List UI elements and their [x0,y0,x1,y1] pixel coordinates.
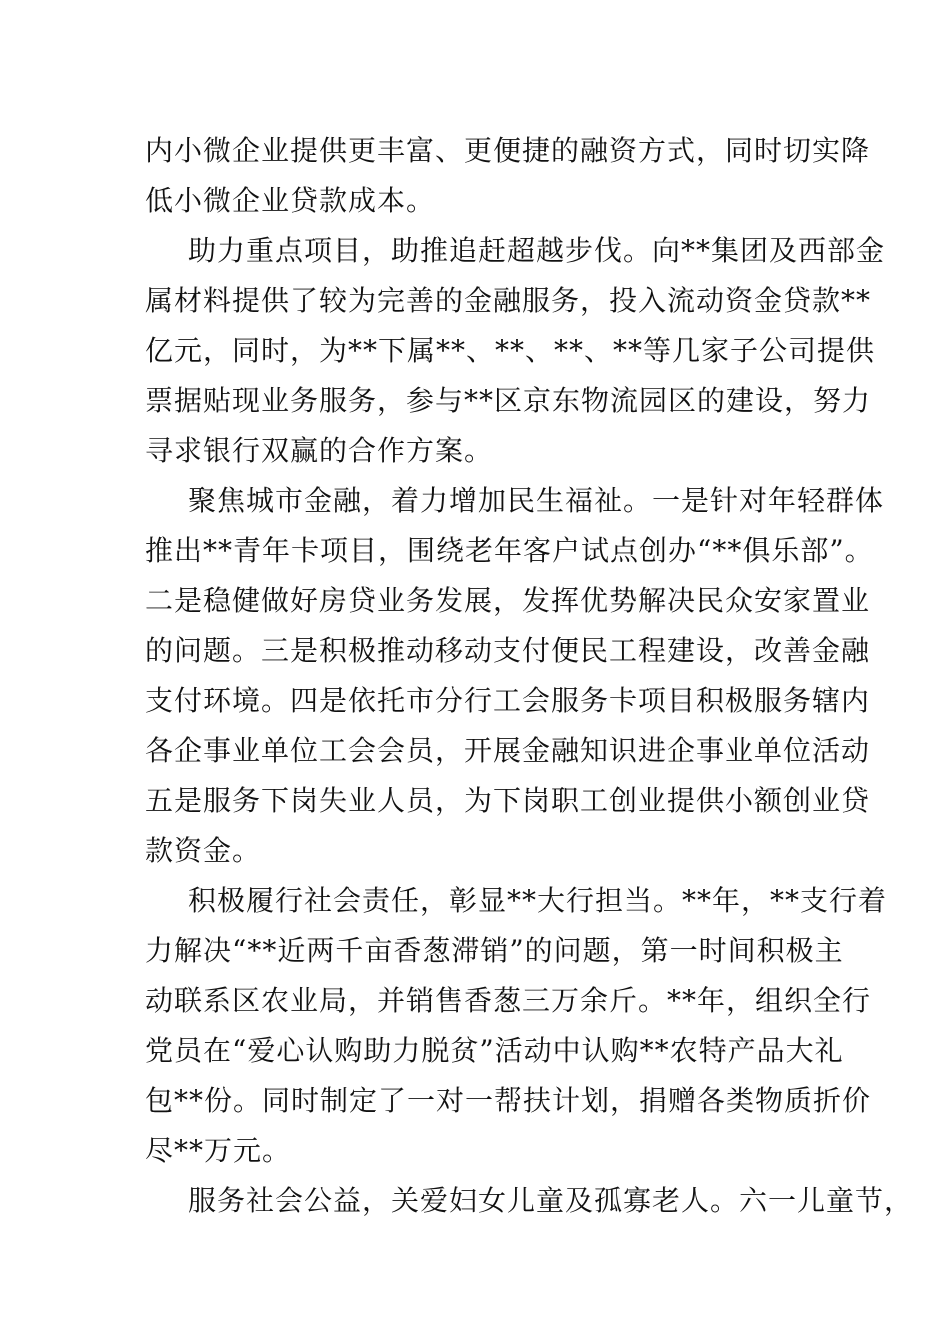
text-line: 尽**万元。 [145,1134,292,1167]
text-line: 款资金。 [145,834,262,867]
text-line: 亿元，同时，为**下属**、**、**、**等几家子公司提供 [145,334,876,367]
text-line: 支付环境。四是依托市分行工会服务卡项目积极服务辖内 [145,684,871,717]
text-line: 寻求银行双赢的合作方案。 [145,434,494,467]
text-line: 包**份。同时制定了一对一帮扶计划，捐赠各类物质折价 [145,1084,872,1117]
text-line: 力解决“**近两千亩香葱滞销”的问题，第一时间积极主 [145,934,844,967]
paragraph-heading: 聚焦城市金融，着力增加民生福祉。一是针对年轻群体 [188,484,885,517]
text-line: 票据贴现业务服务，参与**区京东物流园区的建设，努力 [145,384,872,417]
text-line: 属材料提供了较为完善的金融服务，投入流动资金贷款** [145,284,872,317]
text-line: 五是服务下岗失业人员，为下岗职工创业提供小额创业贷 [145,784,871,817]
paragraph-heading: 助力重点项目，助推追赶超越步伐。向**集团及西部金 [188,234,886,267]
text-line: 推出**青年卡项目，围绕老年客户试点创办“**俱乐部”。 [145,534,874,567]
paragraph-heading: 服务社会公益，关爱妇女儿童及孤寡老人。六一儿童节， [188,1184,914,1217]
text-line: 低小微企业贷款成本。 [145,184,436,217]
text-line: 的问题。三是积极推动移动支付便民工程建设，改善金融 [145,634,871,667]
text-line: 内小微企业提供更丰富、更便捷的融资方式，同时切实降 [145,134,871,167]
text-line: 各企事业单位工会会员，开展金融知识进企事业单位活动 [145,734,871,767]
paragraph-heading: 积极履行社会责任，彰显**大行担当。**年，**支行着 [188,884,888,917]
text-line: 动联系区农业局，并销售香葱三万余斤。**年，组织全行 [145,984,872,1017]
text-line: 党员在“爱心认购助力脱贫”活动中认购**农特产品大礼 [145,1034,844,1067]
text-line: 二是稳健做好房贷业务发展，发挥优势解决民众安家置业 [145,584,871,617]
